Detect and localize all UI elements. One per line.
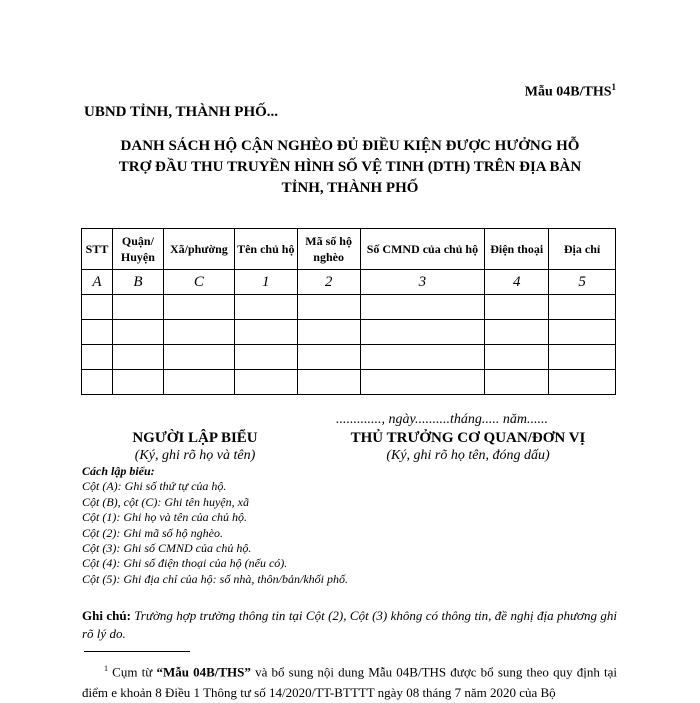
header-cell-phone: Điện thoại <box>485 229 549 270</box>
document-title <box>84 136 616 199</box>
table-cell <box>234 345 297 370</box>
instruction-line: Cột (4): Ghi số điện thoại của hộ (nếu có). <box>82 556 288 571</box>
table-cell <box>485 345 549 370</box>
table-cell <box>297 370 360 395</box>
table-cell <box>163 370 234 395</box>
key-cell: B <box>112 270 163 295</box>
footnote-text-pre: Cụm từ <box>108 664 157 680</box>
table-row <box>82 320 616 345</box>
header-cell-ward: Xã/phường <box>163 229 234 270</box>
table-cell <box>112 295 163 320</box>
table-cell <box>82 345 113 370</box>
table-cell <box>360 345 485 370</box>
footnote <box>82 658 617 703</box>
table-cell <box>549 370 616 395</box>
table-cell <box>549 345 616 370</box>
table-cell <box>297 320 360 345</box>
form-code: Mẫu 04B/THS$^1$ <box>524 82 616 100</box>
table-cell <box>234 295 297 320</box>
header-cell-owner-name: Tên chủ hộ <box>234 229 297 270</box>
filling-instructions <box>82 464 348 587</box>
table-cell <box>82 320 113 345</box>
table-header-row <box>82 229 616 270</box>
instruction-line: Cột (B), cột (C): Ghi tên huyện, xã <box>82 494 249 509</box>
table-row <box>82 370 616 395</box>
key-cell: C <box>163 270 234 295</box>
key-cell: 2 <box>297 270 360 295</box>
date-line: ............., ngày..........tháng..... năm...... <box>336 412 548 427</box>
instructions-title: Cách lập biểu: <box>82 464 155 478</box>
header-cell-stt: STT <box>82 229 113 270</box>
table-cell <box>360 295 485 320</box>
table-cell <box>485 370 549 395</box>
head-of-agency-subtitle: (Ký, ghi rõ họ tên, đóng dấu) <box>386 448 550 463</box>
key-cell: 1 <box>234 270 297 295</box>
preparer-subtitle: (Ký, ghi rõ họ và tên) <box>134 448 256 463</box>
table-cell <box>485 320 549 345</box>
table-cell <box>297 295 360 320</box>
form-code-footnote-ref: 1 <box>611 82 616 92</box>
note <box>82 607 617 643</box>
organization-name: UBND TỈNH, THÀNH PHỐ... <box>84 104 279 120</box>
table-cell <box>112 320 163 345</box>
key-cell: 4 <box>485 270 549 295</box>
table-cell <box>112 370 163 395</box>
header-cell-household-code: Mã số hộ nghèo <box>297 229 360 270</box>
household-table <box>81 228 616 395</box>
key-cell: A <box>82 270 113 295</box>
table-cell <box>112 345 163 370</box>
footnote-ref: 1 <box>104 664 108 673</box>
title-line: DANH SÁCH HỘ CẬN NGHÈO ĐỦ ĐIỀU KIỆN ĐƯỢC HƯỞNG HỖ <box>120 138 580 154</box>
note-text: Trường hợp trường thông tin tại Cột (2), Cột (3) không có thông tin, đề nghị địa phương ghi rõ lý do. <box>82 608 618 641</box>
table-cell <box>234 320 297 345</box>
header-cell-district: Quận/ Huyện <box>112 229 163 270</box>
footnote-separator <box>84 651 190 652</box>
table-cell <box>82 370 113 395</box>
footnote-bold: “Mẫu 04B/THS” <box>156 664 251 680</box>
table-cell <box>234 370 297 395</box>
header-cell-address: Địa chỉ <box>549 229 616 270</box>
instruction-line: Cột (1): Ghi họ và tên của chủ hộ. <box>82 510 247 525</box>
table-cell <box>163 295 234 320</box>
instruction-line: Cột (3): Ghi số CMND của chủ hộ. <box>82 541 252 556</box>
table-cell <box>82 295 113 320</box>
instruction-line: Cột (A): Ghi số thứ tự của hộ. <box>82 479 227 494</box>
head-of-agency-title: THỦ TRƯỞNG CƠ QUAN/ĐƠN VỊ <box>350 430 586 446</box>
table-cell <box>297 345 360 370</box>
table-row <box>82 345 616 370</box>
table-cell <box>360 370 485 395</box>
key-cell: 3 <box>360 270 485 295</box>
title-line: TRỢ ĐẦU THU TRUYỀN HÌNH SỐ VỆ TINH (DTH) TRÊN ĐỊA BÀN <box>118 159 582 175</box>
table-cell <box>163 320 234 345</box>
table-cell <box>360 320 485 345</box>
table-cell <box>485 295 549 320</box>
note-label: Ghi chú: <box>82 608 131 623</box>
table-cell <box>163 345 234 370</box>
instruction-line: Cột (2): Ghi mã số hộ nghèo. <box>82 525 223 540</box>
table-cell <box>549 295 616 320</box>
footnote-text-post: và bổ sung nội dung Mẫu 04B/THS được bổ sung theo quy định tại điểm e khoản 8 Điều 1 Thông tư số 14/2020/TT-BTTTT ngày 08 tháng 7 năm 2020 của Bộ <box>82 664 618 701</box>
preparer-title: NGƯỜI LẬP BIỂU <box>132 430 258 446</box>
table-cell <box>549 320 616 345</box>
table-key-row <box>82 270 616 295</box>
instruction-line: Cột (5): Ghi địa chỉ của hộ: số nhà, thôn/bản/khối phố. <box>82 571 348 586</box>
table-row <box>82 295 616 320</box>
title-line: TỈNH, THÀNH PHỐ <box>281 180 419 196</box>
key-cell: 5 <box>549 270 616 295</box>
header-cell-id-number: Số CMND của chủ hộ <box>360 229 485 270</box>
